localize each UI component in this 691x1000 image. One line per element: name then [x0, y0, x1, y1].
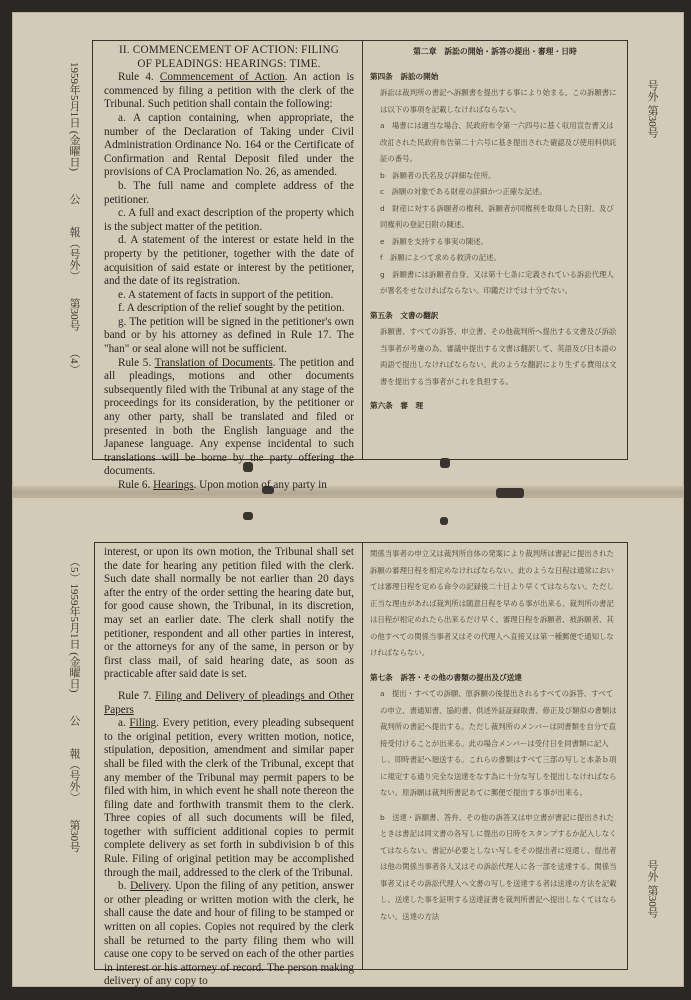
bottom-english-column	[104, 546, 354, 989]
article-4-e: e 訴願を支持する事実の陳述。	[380, 236, 489, 246]
rule-6-heading: Hearings	[153, 479, 194, 491]
rule-7-item-b: b. Delivery. Upon the filing of any petition, answer or other pleading or written motion with the clerk, he shall cause the date and hour of filing to be stamped or written on all copies. Copies not required by the clerk shall be returned to the party filing them who will cause one copy to be served on each of the other parties in interest or his attorney of record. The person making delivery of any copy to	[104, 880, 354, 988]
article-4-d: d 財産に対する訴願者の権利、訴願者が同権利を取得した日附、及び同権利の登記日附の陳述。	[380, 203, 614, 229]
column-divider	[362, 542, 363, 970]
bottom-page-left-margin: （5）1959年5月1日 (金曜日) 公 報（号外） 第30号	[68, 556, 80, 853]
article-5-heading: 第五条 文書の翻訳	[370, 310, 439, 320]
article-4-g: g 訴願書には訴願者自身、又は第十七条に定義されている訴訟代理人が署名をせなければならない。印鑑だけでは十分でない。	[380, 269, 614, 295]
rule-4-item-d: d. A statement of the interest or estate held in the property by the petitioner, together with the date of acquisition of said estate or interest by the petitioner, and the date of its registration.	[104, 234, 354, 288]
rule-6-continued: interest, or upon its own motion, the Tribunal shall set the date for hearing any petition filed with the clerk. Such date shall normally be not earlier than 20 days after the entry of the order setting the hearing date but, for good cause shown, the Tribunal, in its discretion, may set an earlier date. The clerk shall notify the petitioner, respondent and all other parties in interest, or the attorneys for any of the same, in person or by first class mail, of said hearing date, as soon as practicable after said date is set.	[104, 546, 354, 681]
rule-4-item-e: e. A statement of facts in support of the petition.	[118, 288, 334, 301]
article-6-continued: 関係当事者の申立又は裁判所自体の発案により裁判所は書記に提出された訴願の審理日程を相定めなければならない。此のような日程は通常においては審理日程を定める命令の記録後二十日より早くてはならない。ただし正当な理由があれば裁判所は随意日程を早める事が出来る。裁判所の書記は日程が相定めれたら出来るだけ早く、審理日程を訴願者、被訴願者、其の他すべての関係当事者又はその代理人へ直接又は第一種郵便で通知しなければならない。	[370, 549, 614, 657]
rule-4-item-a: a. A caption containing, when appropriate, the number of the Declaration of Taking under Civil Administration Ordinance No. 164 or the Certificate of Confirmation and Rental Deposit filed under the provisions of CA Proclamation No. 26, as amended.	[104, 111, 354, 179]
article-4-intro: 訴訟は裁判所の書記へ訴願書を提出する事により始まる。この訴願書には以下の事項を記載しなければならない。	[380, 88, 617, 114]
rule-4-item-g: g. The petition will be signed in the petitioner's own band or by his attorney as defined in Rule 17. The "han" or seal alone will not be sufficient.	[104, 315, 354, 356]
rule-7-heading: Filing and Delivery of pleadings and Other Papers	[104, 689, 354, 716]
article-4-heading: 第四条 訴訟の開始	[370, 71, 439, 81]
article-7-a: a 提出・すべての訴願、原訴願の後提出されるすべての訴答、すべての申立、書通知書、協約書、供述外証証録取書、修正及び類似の書類は裁判所の書記へ提出する。ただし裁判所のメンバーは同書類を自分で直接受付けることが出来る。此の場合メンバーは受付日を同書類に記入し、即時書記へ廻送する。これらの書類はすべて三部の写しと本条ｂ項に規定する通り完全な送達をなす為に十分な写しを提出しなければならない。原訴願は裁判所書記あてに郵便で提出する事が出来る。	[380, 689, 617, 797]
rule-5: Rule 5. Translation of Documents. The petition and all pleadings, motions and other documents subsequently filed with the Tribunal at any stage of the proceedings for its consideration, by the petitioner or any other party, shall be translated and filed or presented in both the English language and the Japanese language. Any expense incidental to such translations will be borne by the party offering the documents.	[104, 356, 354, 478]
article-4-f: f 訴願によつて求める救済の記述。	[380, 253, 501, 262]
section-title: OF PLEADINGS: HEARINGS: TIME.	[137, 57, 321, 70]
binding-hole	[440, 517, 448, 525]
article-6-heading: 第六条 審 理	[370, 401, 424, 410]
top-japanese-column	[370, 44, 620, 415]
top-page-left-margin: 1959年5月1日 (金曜日) 公 報（号外） 第30号 （4）	[68, 62, 80, 375]
column-divider	[362, 40, 363, 460]
top-english-column	[104, 44, 354, 493]
binding-hole	[496, 488, 524, 498]
rule-5-heading: Translation of Documents	[154, 356, 273, 369]
chapter-heading: 第二章 訴訟の開始・訴答の提出・審理・日時	[413, 47, 577, 56]
rule-7-item-a: a. Filing. Every petition, every pleading subsequent to the original petition, every written motion, notice, stipulation, deposition, amendment and similar paper shall be filed with the clerk of the Tribunal, except that any member of the Tribunal may permit papers to be filed with him, in which event he shall note thereon the filing date and forthwith transmit them to the clerk. Three copies of all such documents will be filed, together with sufficient additional copies to permit complete delivery as set forth in subdivision b of this Rule. Filing of original petition may be accomplished through the mail, addressed to the clerk of the Tribunal.	[104, 717, 354, 879]
article-4-a: a 場書には適当な場合、民政府布令第一六四号に基く収用宣告書又は改訂された民政府布告第二十六号に基き提出された確認及び使用料供託証の番号。	[380, 121, 617, 163]
rule-4-item-f: f. A description of the relief sought by the petition.	[118, 302, 345, 315]
article-4-c: c 訴願の対象である財産の詳細かつ正確な記述。	[380, 187, 547, 196]
binding-hole	[243, 512, 253, 520]
rule-7-item-a-heading: Filing	[129, 717, 157, 730]
rule-7: Rule 7. Filing and Delivery of pleadings and Other Papers	[104, 689, 354, 716]
rule-4-item-b: b. The full name and complete address of the petitioner.	[104, 179, 354, 206]
rule-7-item-b-heading: Delivery	[130, 880, 169, 893]
rule-4: Rule 4. Commencement of Action. An action is commenced by filing a petition with the clerk of the Tribunal. Such petition shall contain the following:	[104, 71, 354, 111]
bottom-japanese-column	[370, 546, 620, 925]
section-title: II. COMMENCEMENT OF ACTION: FILING	[118, 44, 340, 56]
bottom-page-right-margin: 号外 第30号	[646, 860, 658, 918]
rule-6: Rule 6. Hearings. Upon motion of any party in	[118, 479, 327, 491]
top-page-right-margin: 号外 第30号	[646, 80, 658, 138]
article-7-b: b 送達・訴願書、答弁、その他の訴答又は申立書が書記に提出されたときは書記は同文書の各写しに提出の日時をスタンプするか記入しなくてはならない。書記が必要としない写しをその提出者に返還し、提出者は他の関係当事者各人又はその訴訟代理人に各一部を送達する。関係当事者又はその訴訟代理人へ文書の写しを送達する者は送達の方法を記載し、送達した事を証明する送達証書を裁判所書記へ提出しなくてはならない。送達の方法	[380, 812, 617, 921]
article-7-heading: 第七条 訴答・その他の書類の提出及び送達	[370, 672, 522, 682]
rule-4-heading: Commencement of Action	[159, 71, 285, 84]
article-4-b: b 訴願者の氏名及び詳細な住所。	[380, 170, 496, 180]
rule-4-item-c: c. A full and exact description of the property which is the subject matter of the petition.	[104, 207, 354, 233]
article-5-text: 訴願書、すべての訴答、申立書、その他裁判所へ提出する文書及び訴訟当事者が考慮の為、審議中提出する文書は翻訳して、英語及び日本語の両語で提出しなければならない。此のような翻訳により生ずる費用は文書を提出する当事者がこれを負担する。	[380, 327, 617, 386]
